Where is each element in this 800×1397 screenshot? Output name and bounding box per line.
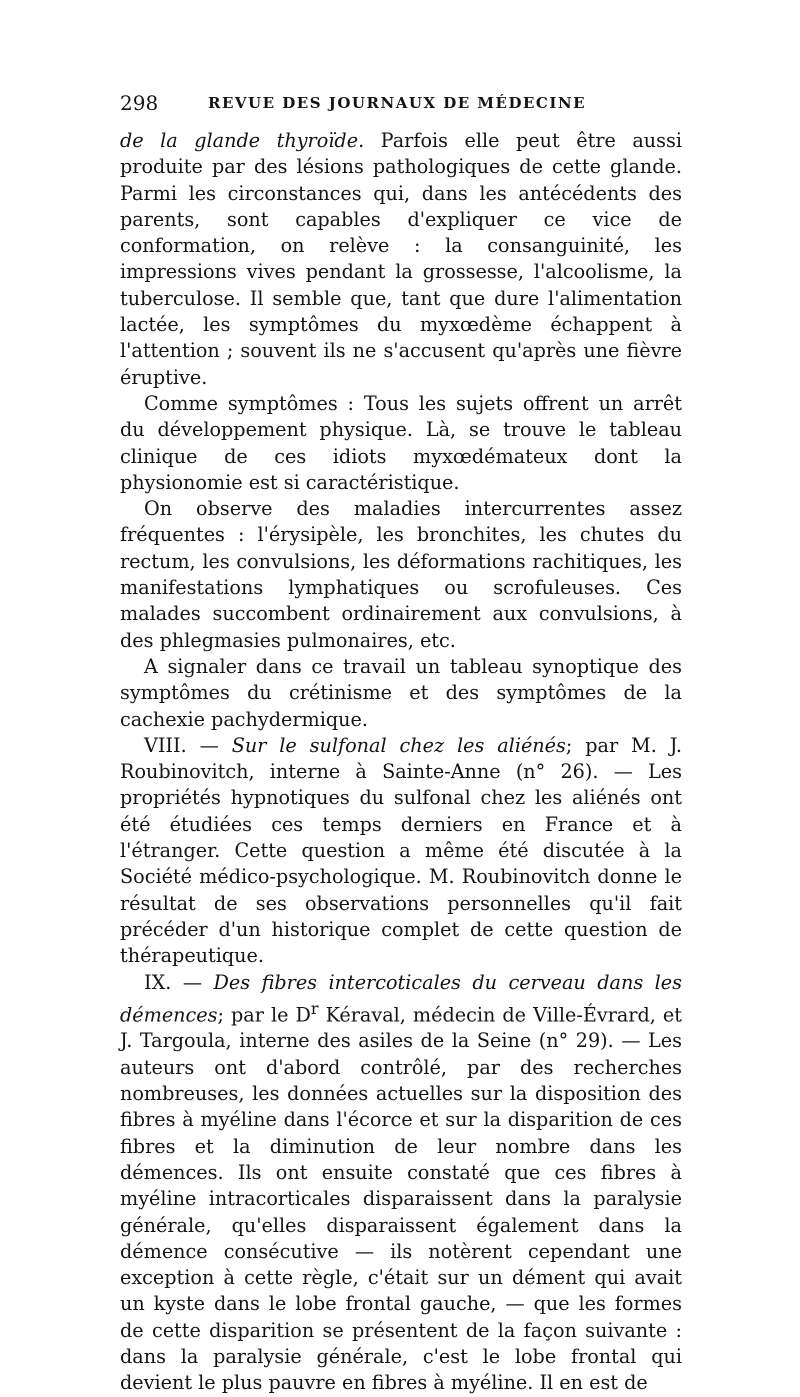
running-head: REVUE DES JOURNAUX DE MÉDECINE bbox=[208, 94, 587, 112]
paragraph-intercurrent-diseases: On observe des maladies intercurrentes assez fréquentes : l'érysipèle, les bronchites, les chutes du rectum, les convulsions, les déformations rachitiques, les manifestations lymphatiques ou scrofuleuses. Ces malades succombent ordinairement aux convulsions, à des phlegmasies pulmonaires, etc. bbox=[120, 497, 682, 652]
section-number: IX. — bbox=[144, 970, 214, 994]
paragraph-continuation bbox=[120, 128, 682, 391]
page bbox=[120, 88, 682, 1397]
paragraph-synoptic-table: A signaler dans ce travail un tableau synoptique des symptômes du crétinisme et des symptômes de la cachexie pachydermique. bbox=[120, 654, 682, 731]
paragraph-section-viii bbox=[120, 733, 682, 970]
paragraph-symptoms: Comme symptômes : Tous les sujets offrent un arrêt du développement physique. Là, se trouve le tableau clinique de ces idiots myxœdémateux dont la physionomie est si caractéristique. bbox=[120, 391, 682, 494]
paragraph-text: ; par M. J. Roubinovitch, interne à Sainte-Anne (n° 26). — Les propriétés hypnotiques du sulfonal chez les aliénés ont été étudiées ces temps derniers en France et à l'étranger. Cette question a même été discutée à la Société médico-psychologique. M. Roubinovitch donne le résultat de ses observations personnelles qu'il fait précéder d'un historique complet de cette question de thérapeutique. bbox=[120, 733, 683, 968]
paragraph-section-ix bbox=[120, 970, 682, 1397]
paragraph-text: ; par le D bbox=[217, 1003, 311, 1027]
article-body bbox=[120, 128, 682, 1397]
page-header bbox=[120, 88, 682, 118]
section-number: VIII. — bbox=[144, 733, 232, 757]
section-title: Sur le sulfonal chez les aliénés bbox=[231, 733, 566, 757]
italic-phrase: de la glande thyroïde bbox=[120, 129, 359, 152]
paragraph-text: Kéraval, médecin de Ville-Évrard, et J. Targoula, interne des asiles de la Seine (n° 29). — Les auteurs ont d'abord contrôlé, par des recherches nombreuses, les données actuelles sur la disposition des fibres à myéline dans l'écorce et sur la disparition de ces fibres et la diminution de leur nombre dans les démences. Ils ont ensuite constaté que ces fibres à myéline intracorticales disparaissent dans la paralysie générale, qu'elles disparaissent également dans la démence consécutive — ils notèrent cependant une exception à cette règle, c'était sur un dément qui avait un kyste dans le lobe frontal gauche, — que les formes de cette disparition se présentent de la façon suivante : dans la paralysie générale, c'est le lobe frontal qui devient le plus pauvre en fibres à myéline. Il en est de bbox=[120, 1003, 682, 1395]
section-title: Des fibres intercoticales du cerveau dans les démences bbox=[120, 970, 682, 1027]
superscript: r bbox=[310, 998, 319, 1018]
page-number: 298 bbox=[120, 91, 159, 115]
paragraph-text: . Parfois elle peut être aussi produite par des lésions pathologiques de cette glande. Parmi les circonstances qui, dans les antécédents des parents, sont capables d'expliquer ce vice de conformation, on relève : la consanguinité, les impressions vives pendant la grossesse, l'alcoolisme, la tuberculose. Il semble que, tant que dure l'alimentation lactée, les symptômes du myxœdème échappent à l'attention ; souvent ils ne s'accusent qu'après une fièvre éruptive. bbox=[120, 129, 682, 389]
